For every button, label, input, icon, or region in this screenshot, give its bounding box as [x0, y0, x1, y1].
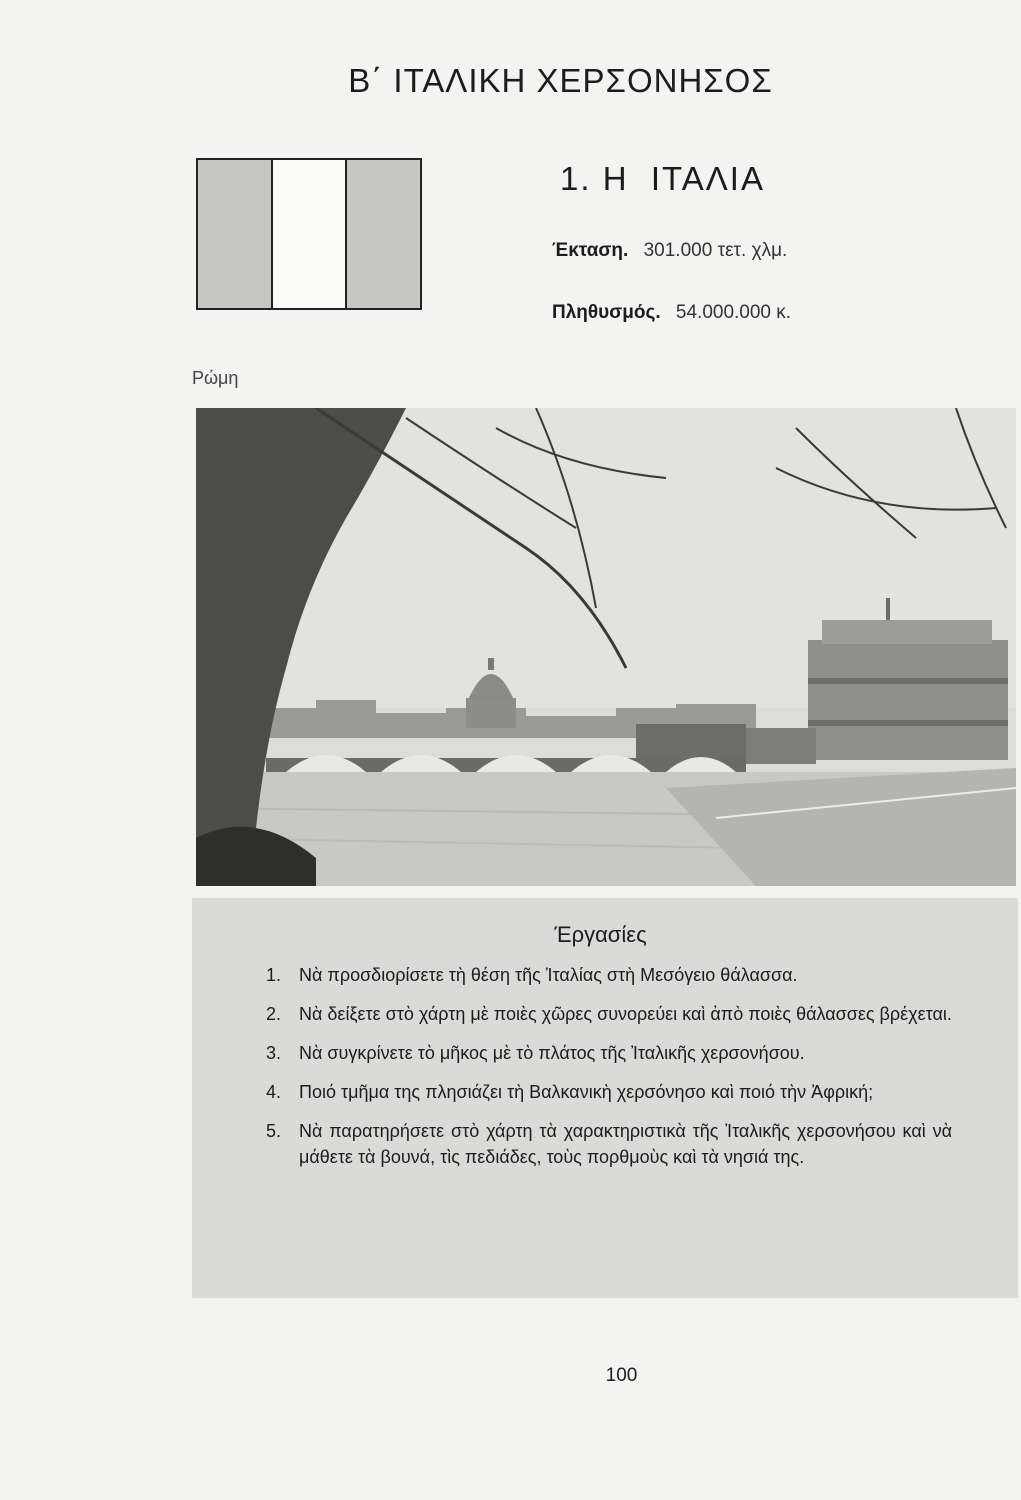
exercise-text: Νὰ παρατηρήσετε στὸ χάρτη τὰ χαρακτηριστικὰ τῆς Ἰταλικῆς χερσονήσου καὶ νὰ μάθετε τὰ βουνά, τὶς πεδιάδες, τοὺς πορθμοὺς καὶ τὰ νησιά της.: [299, 1121, 952, 1167]
page-number: 100: [605, 1365, 638, 1386]
rome-photo-illustration: [196, 408, 1016, 886]
exercise-number: 4.: [266, 1082, 282, 1102]
exercise-list: [266, 962, 952, 1183]
exercise-number: 1.: [266, 965, 282, 985]
exercise-number: 3.: [266, 1043, 282, 1063]
exercise-number: 5.: [266, 1121, 282, 1141]
exercise-item: [266, 1118, 952, 1170]
italy-flag: [196, 158, 422, 310]
chapter-title: Β΄ ΙΤΑΛΙΚΗ ΧΕΡΣΟΝΗΣΟΣ: [348, 62, 773, 99]
population-label: Πληθυσμός.: [552, 302, 661, 323]
area-label: Έκταση.: [552, 240, 629, 261]
flag-band-right: [347, 160, 420, 308]
exercise-item: [266, 1079, 952, 1105]
population-fact: [552, 302, 791, 324]
exercise-item: [266, 1040, 952, 1066]
capital-label: Ρώμη: [192, 368, 239, 388]
exercise-text: Νὰ προσδιορίσετε τὴ θέση τῆς Ἰταλίας στὴ Μεσόγειο θάλασσα.: [299, 965, 798, 985]
flag-band-left: [198, 160, 271, 308]
exercise-text: Νὰ συγκρίνετε τὸ μῆκος μὲ τὸ πλάτος τῆς Ἰταλικῆς χερσονήσου.: [299, 1043, 805, 1063]
rome-photo: [196, 408, 1016, 886]
population-value: 54.000.000 κ.: [675, 302, 792, 323]
exercises-title: Έργασίες: [554, 922, 647, 947]
exercise-text: Ποιό τμῆμα της πλησιάζει τὴ Βαλκανικὴ χερσόνησο καὶ ποιό τὴν Ἀφρική;: [299, 1082, 874, 1102]
area-fact: [552, 240, 787, 262]
flag-band-middle: [271, 160, 348, 308]
exercise-item: [266, 962, 952, 988]
area-value: 301.000 τετ. χλμ.: [643, 240, 788, 261]
exercise-text: Νὰ δείξετε στὸ χάρτη μὲ ποιὲς χῶρες συνορεύει καὶ ἀπὸ ποιὲς θάλασσες βρέχεται.: [299, 1004, 952, 1024]
section-title: 1. Η ΙΤΑΛΙΑ: [560, 160, 765, 197]
exercise-item: [266, 1001, 952, 1027]
exercise-number: 2.: [266, 1004, 282, 1024]
